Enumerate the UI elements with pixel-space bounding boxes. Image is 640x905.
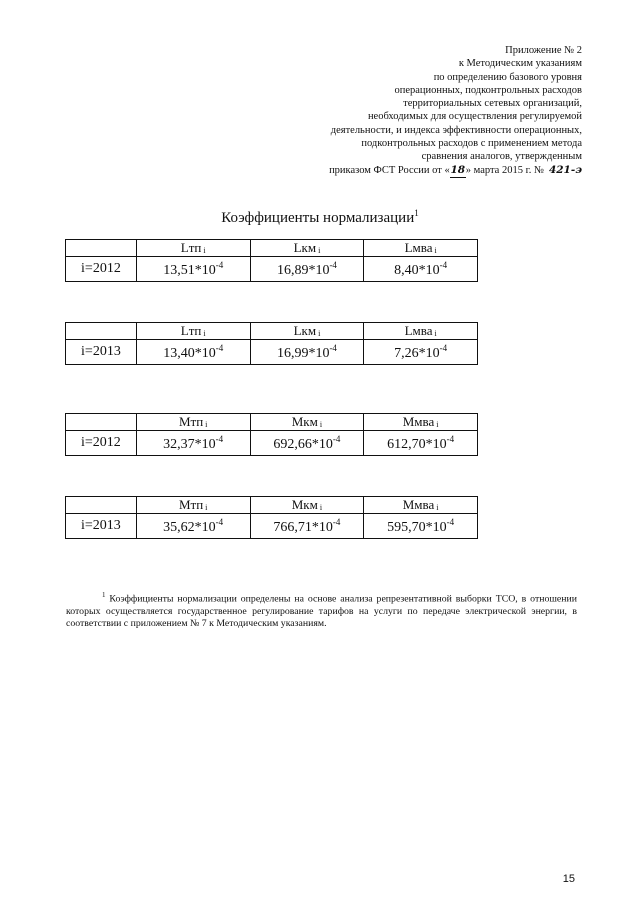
header-subscript: i <box>205 503 208 512</box>
value-cell <box>364 257 478 282</box>
header-subscript: i <box>318 246 321 255</box>
appendix-line: по определению базового уровня <box>433 71 582 83</box>
page-number: 15 <box>562 873 575 885</box>
value-mantissa: 7,26*10 <box>394 345 440 361</box>
value-cell <box>250 431 364 456</box>
value-exponent: -4 <box>439 342 448 353</box>
table-header-row <box>66 414 478 431</box>
row-label: i=2012 <box>66 431 137 456</box>
header-symbol: Lтп <box>180 323 202 338</box>
value-exponent: -4 <box>215 433 224 444</box>
header-cell <box>250 497 364 514</box>
table-row <box>66 340 478 365</box>
row-label: i=2013 <box>66 340 137 365</box>
value-cell <box>136 514 250 539</box>
footnote <box>66 589 577 631</box>
appendix-line: к Методическим указаниям <box>458 58 582 70</box>
header-cell <box>250 323 364 340</box>
header-symbol: Мкм <box>291 414 318 429</box>
header-empty-cell <box>66 240 137 257</box>
value-cell <box>250 257 364 282</box>
appendix-header <box>252 44 582 178</box>
header-empty-cell <box>66 497 137 514</box>
header-symbol: Ммва <box>402 414 435 429</box>
value-mantissa: 32,37*10 <box>163 436 216 452</box>
footnote-text: Коэффициенты нормализации определены на основе анализа репрезентативной выборки ТСО, в отношении которых осуществляется государственное регулирование тарифов на услуги по передаче электрической энергии, в соответствии с приложением № 7 к Методическим указаниям. <box>66 593 577 630</box>
header-cell <box>136 323 250 340</box>
header-cell <box>364 323 478 340</box>
order-day-handwritten: 18 <box>450 164 466 178</box>
value-cell <box>250 340 364 365</box>
value-exponent: -4 <box>446 516 455 527</box>
header-symbol: Lкм <box>293 323 317 338</box>
appendix-line: операционных, подконтрольных расходов <box>394 84 582 96</box>
header-symbol: Мкм <box>291 497 318 512</box>
footnote-mark: 1 <box>102 591 106 599</box>
header-cell <box>136 414 250 431</box>
header-cell <box>364 497 478 514</box>
order-number-handwritten: 421-э <box>548 163 582 176</box>
table-row <box>66 431 478 456</box>
row-label: i=2013 <box>66 514 137 539</box>
value-exponent: -4 <box>215 342 224 353</box>
header-subscript: i <box>205 420 208 429</box>
table-row <box>66 514 478 539</box>
value-exponent: -4 <box>329 259 337 270</box>
appendix-line: сравнения аналогов, утвержденным <box>421 151 582 163</box>
header-cell <box>364 240 478 257</box>
header-subscript: i <box>203 329 206 338</box>
value-exponent: -4 <box>332 516 341 527</box>
value-mantissa: 692,66*10 <box>273 436 333 452</box>
value-cell <box>364 340 478 365</box>
header-empty-cell <box>66 323 137 340</box>
value-mantissa: 16,99*10 <box>276 345 330 361</box>
header-symbol: Lмва <box>404 323 433 338</box>
header-symbol: Lтп <box>180 240 202 255</box>
header-cell <box>250 414 364 431</box>
value-exponent: -4 <box>439 259 448 270</box>
header-cell <box>250 240 364 257</box>
header-cell <box>136 497 250 514</box>
value-mantissa: 13,40*10 <box>163 345 216 361</box>
value-mantissa: 766,71*10 <box>273 519 333 535</box>
coefficients-table-l-2013 <box>65 322 478 365</box>
title-text: Коэффициенты нормализации <box>221 210 415 226</box>
table-header-row <box>66 497 478 514</box>
value-cell <box>364 431 478 456</box>
coefficients-table-m-2013 <box>65 496 478 539</box>
value-cell <box>136 340 250 365</box>
header-subscript: i <box>436 503 439 512</box>
value-exponent: -4 <box>215 516 224 527</box>
header-symbol: Ммва <box>402 497 435 512</box>
value-cell <box>250 514 364 539</box>
row-label: i=2012 <box>66 257 137 282</box>
value-exponent: -4 <box>215 259 224 270</box>
value-cell <box>136 257 250 282</box>
appendix-line: необходимых для осуществления регулируемой <box>367 111 582 123</box>
appendix-line: Приложение № 2 <box>505 45 582 56</box>
order-prefix: приказом ФСТ России от « <box>329 164 450 176</box>
appendix-line: деятельности, и индекса эффективности операционных, <box>330 124 582 136</box>
value-mantissa: 8,40*10 <box>394 262 440 278</box>
order-mid: » марта 2015 г. № <box>465 164 544 176</box>
value-mantissa: 595,70*10 <box>387 519 447 535</box>
value-exponent: -4 <box>332 433 341 444</box>
header-symbol: Мтп <box>178 414 204 429</box>
header-subscript: i <box>203 246 206 255</box>
order-line <box>252 164 582 178</box>
appendix-line: территориальных сетевых организаций, <box>403 98 582 110</box>
header-subscript: i <box>318 329 321 338</box>
header-subscript: i <box>434 329 437 338</box>
title-footnote-mark: 1 <box>414 208 419 218</box>
value-exponent: -4 <box>446 433 455 444</box>
header-cell <box>364 414 478 431</box>
header-symbol: Lкм <box>293 240 317 255</box>
value-mantissa: 16,89*10 <box>276 262 330 278</box>
coefficients-table-m-2012 <box>65 413 478 456</box>
table-header-row <box>66 323 478 340</box>
header-subscript: i <box>434 246 437 255</box>
appendix-line: подконтрольных расходов с применением метода <box>361 138 582 150</box>
value-mantissa: 612,70*10 <box>387 436 447 452</box>
coefficients-table-l-2012 <box>65 239 478 282</box>
value-exponent: -4 <box>329 342 337 353</box>
header-symbol: Lмва <box>404 240 433 255</box>
header-subscript: i <box>319 503 323 512</box>
page-title <box>0 208 640 227</box>
value-cell <box>136 431 250 456</box>
header-subscript: i <box>319 420 323 429</box>
value-mantissa: 35,62*10 <box>163 519 216 535</box>
table-row <box>66 257 478 282</box>
value-mantissa: 13,51*10 <box>163 262 216 278</box>
header-empty-cell <box>66 414 137 431</box>
header-subscript: i <box>436 420 439 429</box>
value-cell <box>364 514 478 539</box>
header-cell <box>136 240 250 257</box>
header-symbol: Мтп <box>178 497 204 512</box>
table-header-row <box>66 240 478 257</box>
